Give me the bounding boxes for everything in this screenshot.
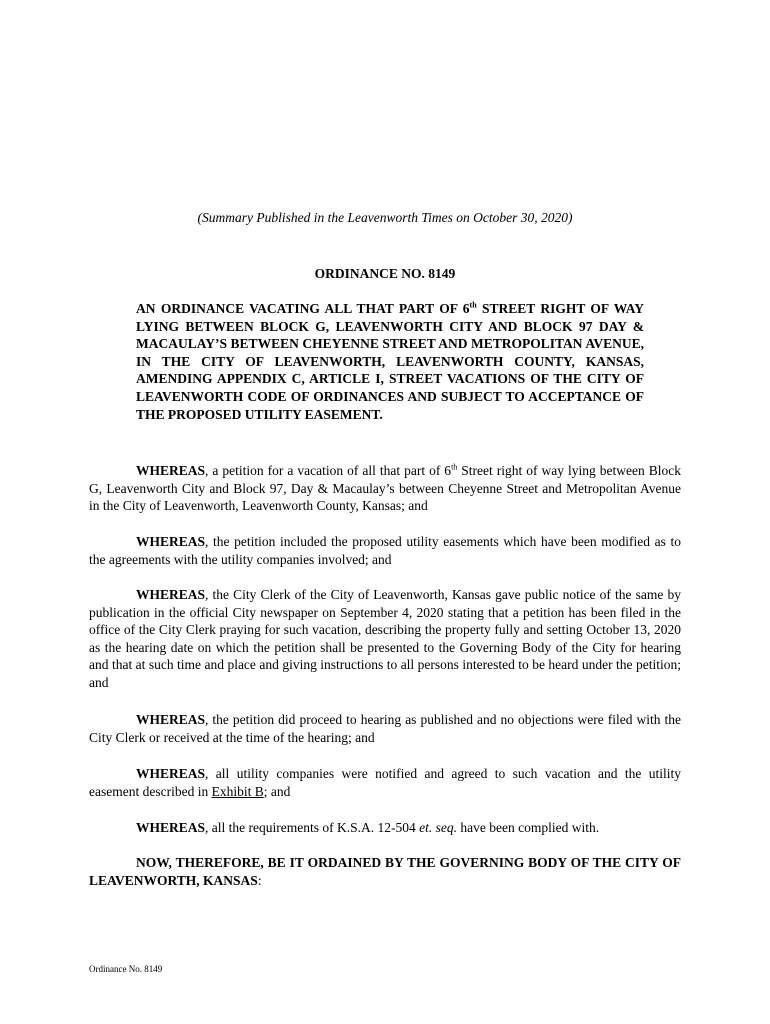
whereas-paragraph-2 bbox=[89, 533, 681, 568]
paragraph-text: , the petition included the proposed utility easements which have been modified as to the agreements with the utility companies involved; and bbox=[89, 534, 681, 567]
whereas-label: WHEREAS bbox=[136, 587, 206, 602]
title-part-1: AN ORDINANCE VACATING ALL THAT PART OF 6 bbox=[136, 301, 470, 316]
ordinance-title bbox=[136, 300, 644, 423]
whereas-paragraph-3 bbox=[89, 586, 681, 692]
title-part-2: STREET RIGHT OF WAY LYING BETWEEN BLOCK G, LEAVENWORTH CITY AND BLOCK 97 DAY & MACAULAY’S BETWEEN CHEYENNE STREET AND METROPOLITAN AVENUE, IN THE CITY OF LEAVENWORTH, LEAVENWORTH COUNTY, KANSAS, AMENDING APPENDIX C, ARTICLE I, STREET VACATIONS OF THE CITY OF LEAVENWORTH CODE OF ORDINANCES AND SUBJECT TO ACCEPTANCE OF THE PROPOSED UTILITY EASEMENT. bbox=[136, 301, 644, 422]
whereas-paragraph-1 bbox=[89, 462, 681, 515]
whereas-label: WHEREAS bbox=[136, 766, 206, 781]
summary-publication-note: (Summary Published in the Leavenworth Times on October 30, 2020) bbox=[197, 210, 573, 225]
whereas-paragraph-6 bbox=[89, 819, 681, 837]
ordinance-number-heading: ORDINANCE NO. 8149 bbox=[314, 266, 456, 281]
title-superscript: th bbox=[469, 300, 477, 310]
ordained-text: NOW, THEREFORE, BE IT ORDAINED BY THE GOVERNING BODY OF THE CITY OF LEAVENWORTH, KANSAS bbox=[89, 855, 681, 888]
paragraph-text: , a petition for a vacation of all that part of 6 bbox=[205, 463, 452, 478]
page-footer: Ordinance No. 8149 bbox=[89, 964, 163, 974]
paragraph-text: ; and bbox=[263, 783, 291, 799]
whereas-label: WHEREAS bbox=[136, 820, 206, 835]
paragraph-text: , the City Clerk of the City of Leavenworth, Kansas gave public notice of the same by publication in the official City newspaper on September 4, 2020 stating that a petition has been filed in the office of the City Clerk praying for such vacation, describing the property fully and setting October 13, 2020 as the hearing date on which the petition shall be presented to the Governing Body of the City for hearing and that at such time and place and giving instructions to all persons interested to be heard under the petition; and bbox=[89, 587, 681, 690]
paragraph-text: , all the requirements of K.S.A. 12-504 bbox=[205, 820, 420, 835]
whereas-label: WHEREAS bbox=[136, 463, 206, 478]
whereas-label: WHEREAS bbox=[136, 712, 206, 727]
exhibit-b-link[interactable]: Exhibit B bbox=[211, 783, 264, 799]
ordained-clause bbox=[89, 854, 681, 889]
paragraph-text: Street right of way lying between Block G, Leavenworth City and Block 97, Day & Macaulay’s between Cheyenne Street and Metropolitan Avenue in the City of Leavenworth, Leavenworth County, Kansas; and bbox=[89, 463, 681, 514]
ordained-colon: : bbox=[257, 872, 262, 888]
whereas-label: WHEREAS bbox=[136, 534, 206, 549]
paragraph-text: , the petition did proceed to hearing as published and no objections were filed with the City Clerk or received at the time of the hearing; and bbox=[89, 712, 681, 745]
paragraph-text: , all utility companies were notified and agreed to such vacation and the utility easement described in bbox=[89, 766, 681, 799]
whereas-paragraph-5 bbox=[89, 765, 681, 800]
paragraph-text: have been complied with. bbox=[457, 820, 600, 835]
whereas-paragraph-4 bbox=[89, 711, 681, 746]
et-seq-italic: et. seq. bbox=[419, 820, 457, 835]
paragraph-superscript: th bbox=[451, 462, 458, 472]
